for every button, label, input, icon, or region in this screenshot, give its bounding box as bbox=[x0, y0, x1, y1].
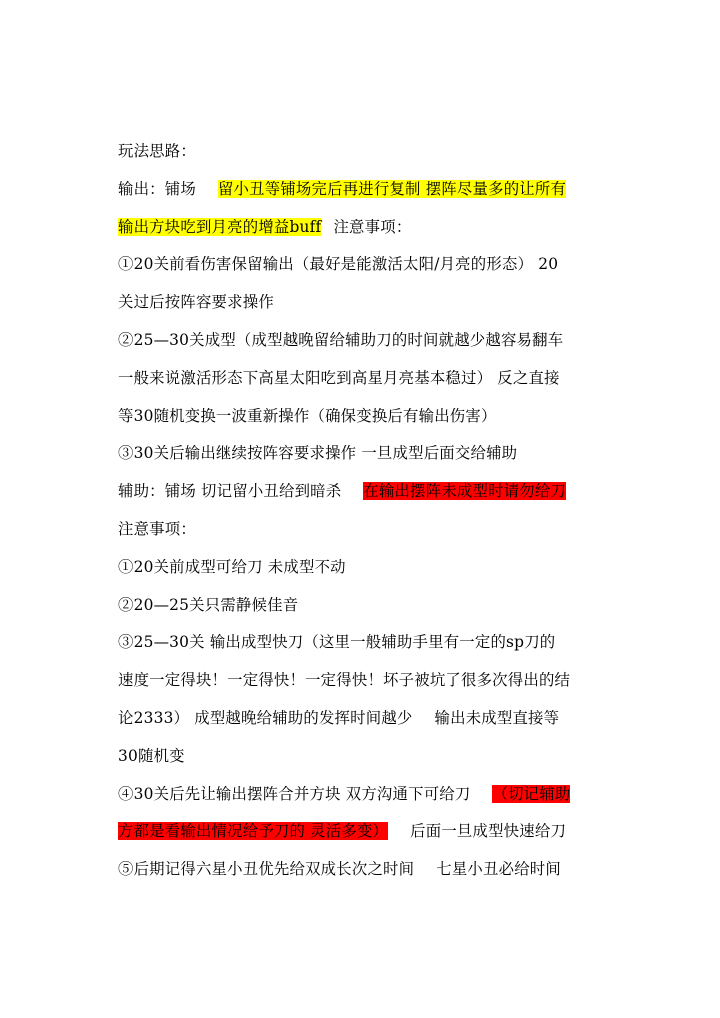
support-item-1 bbox=[118, 549, 608, 587]
support-item-4b bbox=[118, 813, 608, 851]
output-item-1b bbox=[118, 284, 608, 322]
support-item-4a bbox=[118, 776, 608, 814]
output-item-1a-text: ①20关前看伤害保留输出（最好是能激活太阳/月亮的形态） 20 bbox=[118, 255, 559, 274]
output-item-2a-text: ②25—30关成型（成型越晚留给辅助刀的时间就越少越容易翻车 bbox=[118, 330, 564, 349]
support-item-5-text-1: ⑤后期记得六星小丑优先给双成长次之时间 bbox=[118, 860, 415, 879]
support-item-3c-text-2: 输出未成型直接等 bbox=[434, 708, 560, 727]
support-notes-label-text: 注意事项： bbox=[118, 519, 196, 538]
output-item-2c bbox=[118, 398, 608, 436]
support-item-3d bbox=[118, 738, 608, 776]
support-item-3c bbox=[118, 700, 608, 738]
support-item-3c-text-1: 论2333） 成型越晚给辅助的发挥时间越少 bbox=[118, 708, 413, 727]
support-item-5-text-2: 七星小丑必给时间 bbox=[436, 860, 561, 879]
support-item-4a-text: ④30关后先让输出摆阵合并方块 双方沟通下可给刀 bbox=[118, 784, 471, 803]
support-item-3a bbox=[118, 624, 608, 662]
support-item-5 bbox=[118, 851, 608, 889]
output-item-3-text: ③30关后输出继续按阵容要求操作 一旦成型后面交给辅助 bbox=[118, 444, 518, 463]
output-item-1a bbox=[118, 246, 608, 284]
heading-text: 玩法思路： bbox=[118, 142, 196, 160]
output-item-1b-text: 关过后按阵容要求操作 bbox=[118, 293, 274, 312]
support-item-1-text: ①20关前成型可给刀 未成型不动 bbox=[118, 557, 346, 576]
support-label: 辅助：铺场 切记留小丑给到暗杀 bbox=[118, 482, 342, 501]
support-line bbox=[118, 473, 608, 511]
output-item-2b bbox=[118, 360, 608, 398]
support-item-3b-text: 速度一定得块！一定得快！一定得快！坏子被坑了很多次得出的结 bbox=[118, 671, 571, 690]
red-highlight-2: （切记辅助 bbox=[492, 784, 571, 803]
support-item-2 bbox=[118, 587, 608, 625]
support-item-2-text: ②20—25关只需静候佳音 bbox=[118, 595, 299, 614]
output-line-2 bbox=[118, 209, 608, 247]
output-item-3 bbox=[118, 435, 608, 473]
doc-heading bbox=[118, 133, 608, 171]
yellow-highlight-2: 输出方块吃到月亮的增益buff bbox=[118, 217, 322, 236]
support-item-3d-text: 30随机变 bbox=[118, 746, 185, 765]
output-item-2b-text: 一般来说激活形态下高星太阳吃到高星月亮基本稳过） 反之直接 bbox=[118, 368, 560, 387]
red-highlight-1: 在输出摆阵未成型时请勿给刀 bbox=[363, 482, 567, 501]
output-line bbox=[118, 171, 608, 209]
yellow-highlight-1: 留小丑等铺场完后再进行复制 摆阵尽量多的让所有 bbox=[217, 179, 567, 198]
red-highlight-3: 方都是看输出情况给予刀的 灵活多变） bbox=[118, 822, 389, 841]
support-item-3a-text: ③25—30关 输出成型快刀（这里一般辅助手里有一定的sp刀的 bbox=[118, 633, 556, 652]
output-item-2c-text: 等30随机变换一波重新操作（确保变换后有输出伤害） bbox=[118, 406, 497, 425]
support-item-3b bbox=[118, 662, 608, 700]
output-item-2a bbox=[118, 322, 608, 360]
output-notes-label: 注意事项： bbox=[333, 217, 412, 236]
document-body bbox=[118, 133, 608, 889]
output-label: 输出：铺场 bbox=[118, 179, 196, 198]
support-item-4b-text: 后面一旦成型快速给刀 bbox=[410, 822, 567, 841]
support-notes-label bbox=[118, 511, 608, 549]
